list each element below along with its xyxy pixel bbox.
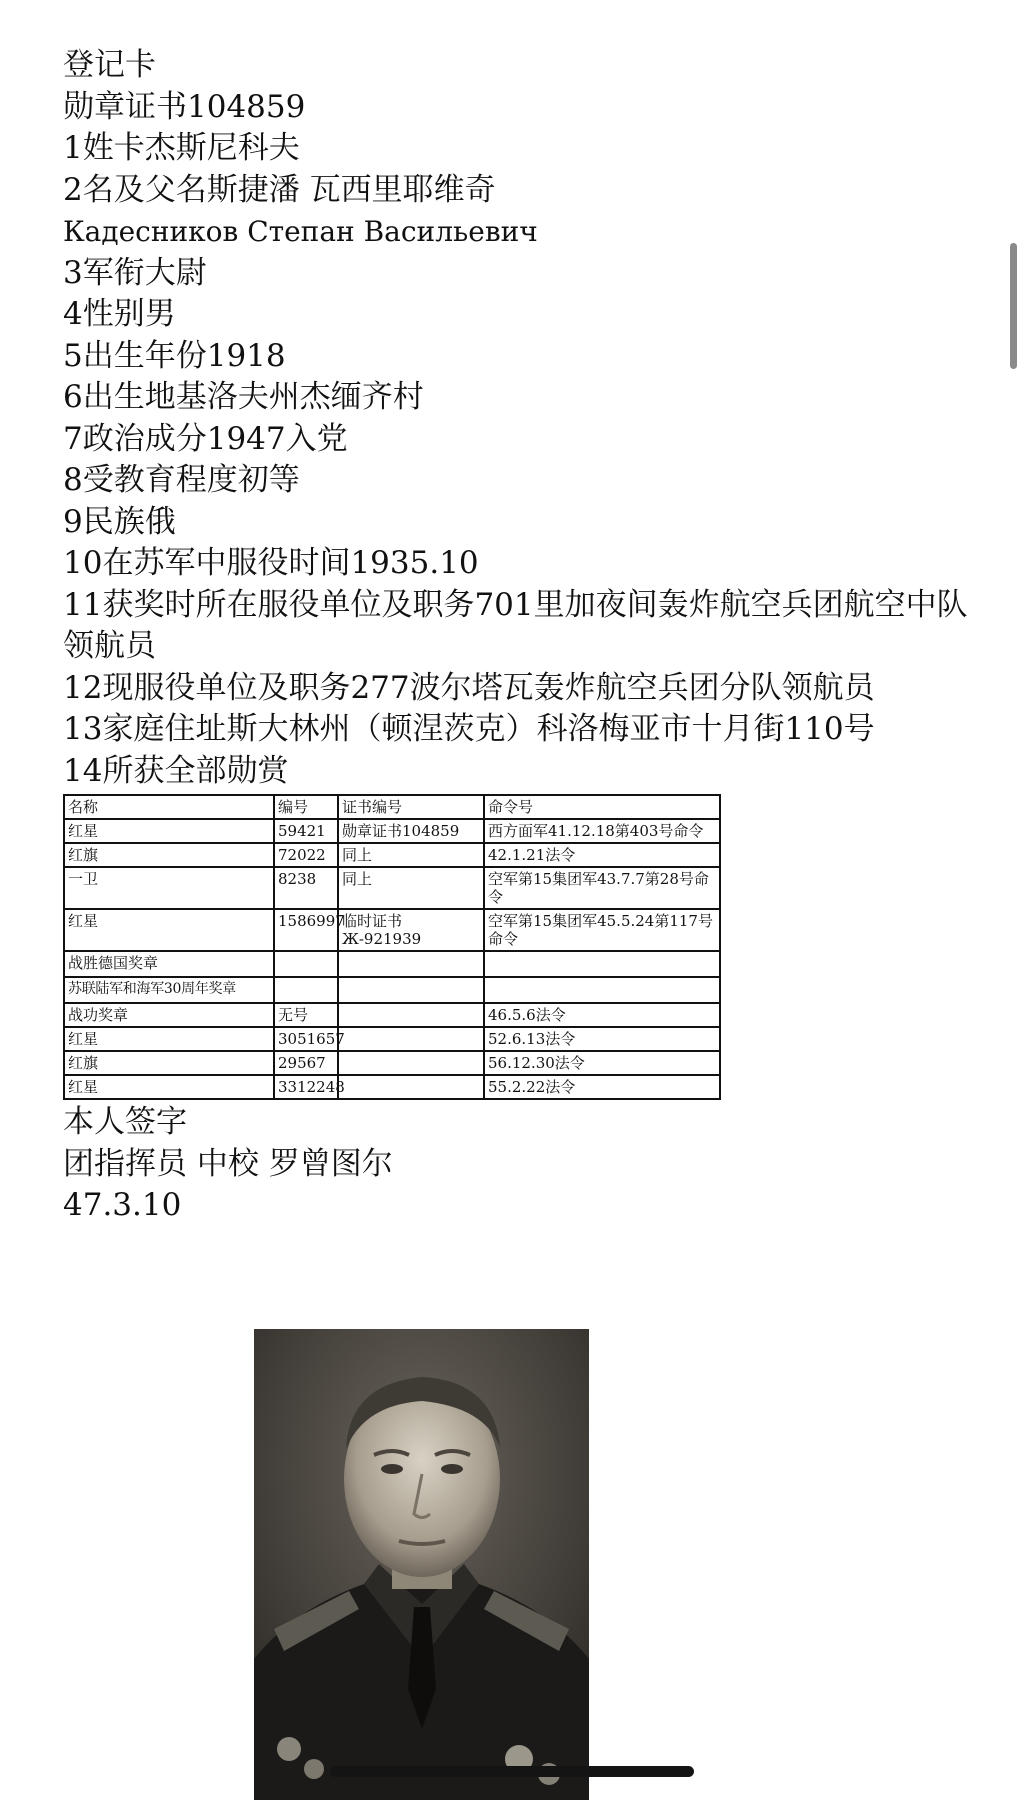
field-surname: 1姓卡杰斯尼科夫 bbox=[63, 130, 300, 166]
award-number: 8238 bbox=[274, 867, 338, 909]
field-rank: 3军衔大尉 bbox=[63, 254, 207, 291]
field-nationality: 9民族俄 bbox=[63, 503, 176, 540]
table-row bbox=[64, 1027, 720, 1051]
field-party: 7政治成分1947入党 bbox=[63, 420, 348, 457]
header-order: 命令号 bbox=[484, 795, 720, 819]
award-order: 空军第15集团军45.5.24第117号命令 bbox=[484, 909, 720, 951]
header-certificate: 证书编号 bbox=[338, 795, 484, 819]
award-order bbox=[484, 977, 720, 1003]
home-indicator[interactable] bbox=[330, 1766, 694, 1777]
award-certificate bbox=[338, 1003, 484, 1027]
portrait-photo-icon bbox=[254, 1329, 589, 1800]
field-award-unit: 11获奖时所在服役单位及职务701里加夜间轰炸航空兵团航空中队领航员 bbox=[63, 586, 968, 664]
registration-card bbox=[63, 45, 983, 1227]
field-given-name: 2名及父名斯捷潘 瓦西里耶维奇 bbox=[63, 171, 496, 208]
table-row bbox=[64, 1075, 720, 1099]
award-order: 西方面军41.12.18第403号命令 bbox=[484, 819, 720, 843]
commander-line: 团指挥员 中校 罗曾图尔 bbox=[63, 1145, 393, 1182]
award-certificate: 同上 bbox=[338, 867, 484, 909]
award-certificate: 同上 bbox=[338, 843, 484, 867]
field-awards-heading: 14所获全部勋赏 bbox=[63, 752, 289, 789]
award-certificate: 勋章证书104859 bbox=[338, 819, 484, 843]
table-row bbox=[64, 1051, 720, 1075]
award-number: 72022 bbox=[274, 843, 338, 867]
field-service-start: 10在苏军中服役时间1935.10 bbox=[63, 545, 479, 581]
award-number: 29567 bbox=[274, 1051, 338, 1075]
awards-header-row bbox=[64, 795, 720, 819]
award-certificate bbox=[338, 977, 484, 1003]
table-row bbox=[64, 819, 720, 843]
header-number: 编号 bbox=[274, 795, 338, 819]
award-order: 56.12.30法令 bbox=[484, 1051, 720, 1075]
award-number: 无号 bbox=[274, 1003, 338, 1027]
table-row bbox=[64, 1003, 720, 1027]
award-name: 战胜德国奖章 bbox=[64, 951, 274, 977]
card-title: 登记卡 bbox=[63, 47, 156, 83]
award-name: 苏联陆军和海军30周年奖章 bbox=[64, 977, 274, 1003]
table-row bbox=[64, 867, 720, 909]
portrait-photo bbox=[254, 1329, 589, 1800]
field-birth-year: 5出生年份1918 bbox=[63, 337, 286, 374]
award-order: 52.6.13法令 bbox=[484, 1027, 720, 1051]
award-order: 46.5.6法令 bbox=[484, 1003, 720, 1027]
field-birthplace: 6出生地基洛夫州杰缅齐村 bbox=[63, 379, 424, 415]
award-number: 1586997 bbox=[274, 909, 338, 951]
award-certificate: 临时证书Ж-921939 bbox=[338, 909, 484, 951]
award-name: 红旗 bbox=[64, 1051, 274, 1075]
award-certificate bbox=[338, 1051, 484, 1075]
card-date: 47.3.10 bbox=[63, 1187, 182, 1223]
award-certificate bbox=[338, 1075, 484, 1099]
table-row bbox=[64, 977, 720, 1003]
field-education: 8受教育程度初等 bbox=[63, 462, 300, 498]
award-name: 红星 bbox=[64, 909, 274, 951]
certificate-number: 勋章证书104859 bbox=[63, 88, 306, 125]
header-name: 名称 bbox=[64, 795, 274, 819]
award-number: 3051657 bbox=[274, 1027, 338, 1051]
award-certificate bbox=[338, 1027, 484, 1051]
award-name: 红星 bbox=[64, 1027, 274, 1051]
award-order: 空军第15集团军43.7.7第28号命令 bbox=[484, 867, 720, 909]
award-name: 一卫 bbox=[64, 867, 274, 909]
table-row bbox=[64, 909, 720, 951]
field-sex: 4性别男 bbox=[63, 296, 176, 332]
field-address: 13家庭住址斯大林州（顿涅茨克）科洛梅亚市十月街110号 bbox=[63, 711, 875, 747]
award-number: 3312248 bbox=[274, 1075, 338, 1099]
award-name: 红星 bbox=[64, 819, 274, 843]
award-order: 55.2.22法令 bbox=[484, 1075, 720, 1099]
field-russian-name: Кадесников Степан Васильевич bbox=[63, 215, 538, 248]
field-current-unit: 12现服役单位及职务277波尔塔瓦轰炸航空兵团分队领航员 bbox=[63, 669, 875, 706]
table-row bbox=[64, 951, 720, 977]
scrollbar-thumb[interactable] bbox=[1010, 243, 1017, 369]
award-number: 59421 bbox=[274, 819, 338, 843]
awards-table bbox=[63, 794, 721, 1100]
award-name: 红旗 bbox=[64, 843, 274, 867]
award-name: 红星 bbox=[64, 1075, 274, 1099]
award-certificate bbox=[338, 951, 484, 977]
award-order: 42.1.21法令 bbox=[484, 843, 720, 867]
award-order bbox=[484, 951, 720, 977]
award-name: 战功奖章 bbox=[64, 1003, 274, 1027]
award-number bbox=[274, 951, 338, 977]
signature-label: 本人签字 bbox=[63, 1104, 187, 1140]
award-number bbox=[274, 977, 338, 1003]
table-row bbox=[64, 843, 720, 867]
